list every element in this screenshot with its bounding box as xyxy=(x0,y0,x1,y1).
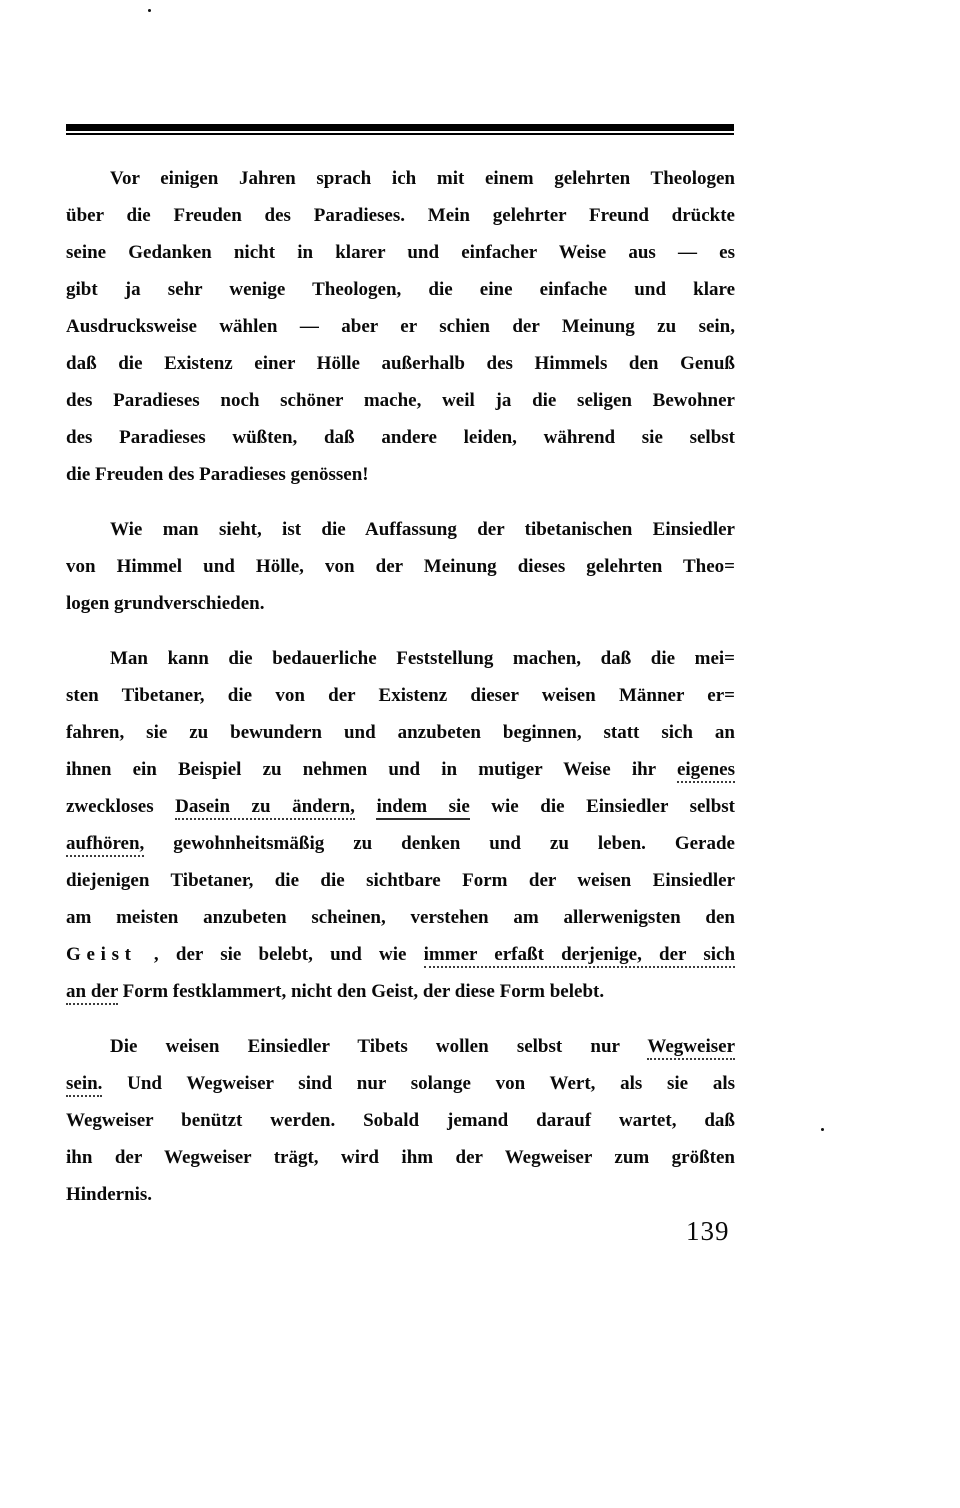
text-segment: Geist xyxy=(66,944,137,965)
pencil-underlined-text: Wegweiser xyxy=(647,1036,735,1060)
text-line xyxy=(66,160,735,197)
pencil-underlined-text: sein. xyxy=(66,1073,102,1097)
text-segment: , der sie belebt, und wie xyxy=(136,944,424,965)
text-line xyxy=(66,1028,735,1065)
text-segment: Man kann die bedauerliche Feststellung machen, daß die mei= xyxy=(110,648,735,669)
text-line xyxy=(66,382,735,419)
text-line xyxy=(66,511,735,548)
header-rule xyxy=(66,124,734,135)
text-segment xyxy=(355,796,377,817)
text-line xyxy=(66,936,735,973)
page-number: 139 xyxy=(686,1216,730,1246)
text-segment: Vor einigen Jahren sprach ich mit einem gelehrten Theologen xyxy=(110,168,735,189)
text-line xyxy=(66,1102,735,1139)
text-segment: des Paradieses wüßten, daß andere leiden, während sie selbst xyxy=(66,427,735,448)
text-line xyxy=(66,234,735,271)
text-segment: Und Wegweiser sind nur solange von Wert, als sie als xyxy=(102,1073,735,1094)
text-segment: die Freuden des Paradieses genössen! xyxy=(66,464,369,485)
scan-speck xyxy=(148,9,151,12)
text-segment: Hindernis. xyxy=(66,1184,153,1205)
text-line xyxy=(66,345,735,382)
text-line xyxy=(66,308,735,345)
text-line xyxy=(66,271,735,308)
text-segment: am meisten anzubeten scheinen, verstehen am allerwenigsten den xyxy=(66,907,735,928)
text-segment: Die weisen Einsiedler Tibets wollen selbst nur xyxy=(110,1036,648,1057)
text-segment: Ausdrucksweise wählen — aber er schien der Meinung zu sein, xyxy=(66,316,735,337)
pencil-underlined-text: indem sie xyxy=(376,796,469,820)
text-segment: daß die Existenz einer Hölle außerhalb des Himmels den Genuß xyxy=(66,353,735,374)
text-segment: logen grundverschieden. xyxy=(66,593,265,614)
text-segment: seine Gedanken nicht in klarer und einfacher Weise aus — es xyxy=(66,242,735,263)
text-block xyxy=(66,160,735,1213)
pencil-underlined-text: immer erfaßt derjenige, der sich xyxy=(424,944,735,968)
text-line xyxy=(66,197,735,234)
text-line xyxy=(66,419,735,456)
pencil-underlined-text: aufhören, xyxy=(66,833,144,857)
paragraph xyxy=(66,160,735,493)
text-line xyxy=(66,751,735,788)
text-segment: zweckloses xyxy=(66,796,176,817)
text-segment: fahren, sie zu bewundern und anzubeten beginnen, statt sich an xyxy=(66,722,735,743)
paragraph xyxy=(66,1028,735,1213)
text-segment: Wie man sieht, ist die Auffassung der tibetanischen Einsiedler xyxy=(110,519,735,540)
text-line xyxy=(66,899,735,936)
text-line xyxy=(66,862,735,899)
text-line xyxy=(66,640,735,677)
pencil-underlined-text: an der xyxy=(66,981,118,1005)
text-line xyxy=(66,585,735,622)
text-line xyxy=(66,548,735,585)
text-segment: ihn der Wegweiser trägt, wird ihm der Wegweiser zum größten xyxy=(66,1147,735,1168)
text-segment: von Himmel und Hölle, von der Meinung dieses gelehrten Theo= xyxy=(66,556,735,577)
pencil-underlined-text: eigenes xyxy=(677,759,735,783)
text-line xyxy=(66,1065,735,1102)
text-segment: wie die Einsiedler selbst xyxy=(469,796,735,817)
text-line xyxy=(66,1139,735,1176)
text-segment: Form festklammert, nicht den Geist, der diese Form belebt. xyxy=(117,981,605,1002)
pencil-underlined-text: Dasein zu ändern, xyxy=(175,796,355,820)
paragraph xyxy=(66,640,735,1010)
text-line xyxy=(66,1176,735,1213)
text-line xyxy=(66,677,735,714)
text-segment: über die Freuden des Paradieses. Mein gelehrter Freund drückte xyxy=(66,205,735,226)
text-segment: des Paradieses noch schöner mache, weil ja die seligen Bewohner xyxy=(66,390,735,411)
text-segment: gibt ja sehr wenige Theologen, die eine einfache und klare xyxy=(66,279,735,300)
text-segment: diejenigen Tibetaner, die die sichtbare Form der weisen Einsiedler xyxy=(66,870,735,891)
text-segment: gewohnheitsmäßig zu denken und zu leben. Gerade xyxy=(144,833,735,854)
text-line xyxy=(66,973,735,1010)
text-line xyxy=(66,788,735,825)
text-line xyxy=(66,825,735,862)
text-segment: Wegweiser benützt werden. Sobald jemand darauf wartet, daß xyxy=(66,1110,735,1131)
text-segment: ihnen ein Beispiel zu nehmen und in mutiger Weise ihr xyxy=(66,759,677,780)
text-line xyxy=(66,714,735,751)
text-segment: sten Tibetaner, die von der Existenz dieser weisen Männer er= xyxy=(66,685,735,706)
paragraph xyxy=(66,511,735,622)
scan-speck xyxy=(821,1128,824,1131)
text-line xyxy=(66,456,735,493)
